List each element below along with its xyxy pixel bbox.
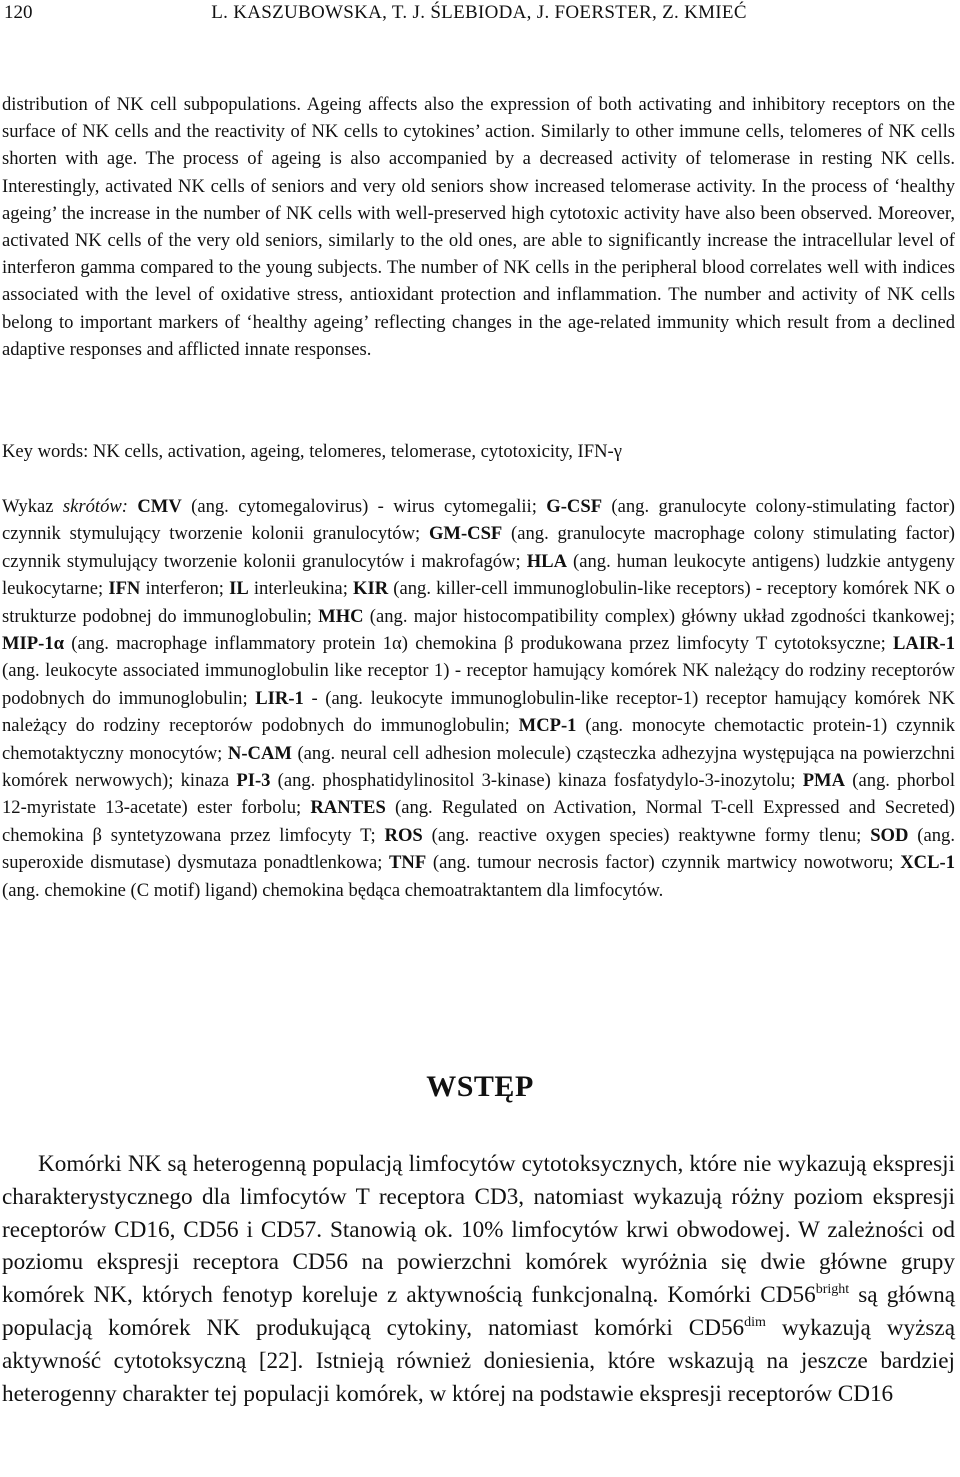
intro-text: Komórki NK są heterogenną populacją limfocytów cytotoksycznych, które nie wykazują ekspresji charakterystycznego dla limfocytów T receptora CD3, natomiast wykazują różny poziom ekspresji receptorów CD16, CD56 i CD57. Stanowią ok. 10% limfocytów krwi obwodowej. W zależności od poziomu ekspresji receptora CD56 na powierzchni komórek wyróżnia się dwie główne grupy komórek NK, których fenotyp koreluje z aktywnością funkcjonalną. Komórki CD56 [2, 1151, 955, 1309]
intro-text: wykazują wyższą aktywność cytotoksyczną [22]. Istnieją również doniesienia, które wskazują na jeszcze bardziej heterogenny charakter tej populacji komórek, w której na podstawie ekspresji receptorów CD16 [2, 1314, 955, 1407]
abbr-term: IFN [108, 578, 141, 600]
abbr-term: XCL-1 [900, 852, 955, 874]
abbr-desc: (ang. killer-cell immunoglobulin-like receptors) - receptory komórek NK o strukturze podobnej do immunoglobulin; [2, 578, 955, 627]
abbr-desc: (ang. macrophage inflammatory protein 1α) chemokina β produkowana przez limfocyty T cytotoksyczne; [64, 633, 894, 655]
abstract-paragraph: distribution of NK cell subpopulations. Ageing affects also the expression of both activating and inhibitory receptors on the surface of NK cells and the reactivity of NK cells to cytokines’ action. Similarly to other immune cells, telomeres of NK cells shorten with age. The process of ageing is also accompanied by a decreased activity of telomerase in resting NK cells. Interestingly, activated NK cells of seniors and very old seniors show increased telomerase activity. In the process of ‘healthy ageing’ the increase in the number of NK cells with well-preserved high cytotoxic activity have also been observed. Moreover, activated NK cells of the very old seniors, similarly to the old ones, are able to significantly increase the intracellular level of interferon gamma compared to the young subjects. The number of NK cells in the peripheral blood correlates well with indices associated with the level of oxidative stress, antioxidant protection and inflammation. The number and activity of NK cells belong to important markers of ‘healthy ageing’ reflecting changes in the age-related immunity which result from a declined adaptive responses and afflicted innate responses. [2, 94, 955, 360]
abbr-term: RANTES [310, 797, 386, 819]
abbr-desc: (ang. granulocyte colony-stimulating factor) czynnik stymulujący tworzenie kolonii granulocytów; [2, 496, 955, 545]
abbr-desc: (ang. cytomegalovirus) - wirus cytomegalii; [181, 496, 547, 517]
abbr-term: LAIR-1 [893, 633, 955, 655]
abbr-term: TNF [389, 852, 427, 874]
abbr-desc: (ang. major histocompatibility complex) główny układ zgodności tkankowej; [363, 605, 955, 627]
abbr-desc: (ang. monocyte chemotactic protein-1) czynnik chemotaktyczny monocytów; [2, 715, 955, 764]
abbreviations-lead: Wykaz [2, 496, 63, 517]
section-heading: WSTĘP [426, 1070, 534, 1103]
abbr-term: HLA [526, 550, 567, 572]
abbr-term: MCP-1 [518, 715, 577, 737]
abbr-term: G-CSF [546, 496, 603, 517]
abbr-term: MIP-1α [2, 633, 65, 655]
abbr-desc: interferon; [140, 578, 230, 600]
abbr-desc: (ang. reactive oxygen species) reaktywne formy tlenu; [422, 824, 871, 846]
abbr-desc: (ang. phosphatidylinositol 3-kinase) kinaza fosfatydylo-3-inozytolu; [270, 770, 803, 792]
abbr-desc: (ang. human leukocyte antigens) ludzkie antygeny leukocytarne; [2, 550, 955, 600]
abbr-desc: (ang. granulocyte macrophage colony stimulating factor) czynnik stymulujący tworzenie kolonii granulocytów i makrofagów; [2, 523, 955, 572]
abbr-term: CMV [137, 496, 182, 517]
abbr-term: PMA [802, 770, 846, 792]
abbr-term: N-CAM [227, 742, 292, 764]
running-title: L. KASZUBOWSKA, T. J. ŚLEBIODA, J. FOERSTER, Z. KMIEĆ [211, 2, 747, 23]
abbreviations-lead-italic: skrótów: [62, 496, 128, 517]
abbr-desc: (ang. superoxide dismutase) dysmutaza ponadtlenkowa; [2, 824, 955, 874]
abbr-term: PI-3 [236, 770, 271, 792]
abbr-desc: (ang. tumour necrosis factor) czynnik martwicy nowotworu; [426, 852, 901, 874]
running-header [4, 2, 954, 28]
abbr-desc: - (ang. leukocyte immunoglobulin-like receptor-1) receptor hamujący komórek NK należący do rodziny receptorów podobnych do immunoglobulin; [2, 687, 955, 737]
abbr-term: LIR-1 [255, 687, 304, 709]
abbr-term: SOD [870, 824, 909, 846]
abbr-desc: (ang. phorbol 12-myristate 13-acetate) ester forbolu; [2, 770, 955, 819]
abbr-term: ROS [384, 824, 423, 846]
abbr-desc: interleukina; [248, 578, 353, 600]
abbr-term: KIR [353, 578, 389, 600]
abbr-term: IL [229, 578, 249, 600]
keywords-line: Key words: NK cells, activation, ageing, telomeres, telomerase, cytotoxicity, IFN-γ [2, 441, 622, 462]
abbr-desc: (ang. chemokine (C motif) ligand) chemokina będąca chemoatraktantem dla limfocytów. [2, 879, 664, 901]
abbr-term: GM-CSF [428, 523, 503, 545]
intro-text: są główną populacją komórek NK produkującą cytokiny, natomiast komórki CD56 [2, 1282, 955, 1341]
abbr-desc: (ang. Regulated on Activation, Normal T-cell Expressed and Secreted) chemokina β syntetyzowana przez limfocyty T; [2, 797, 955, 846]
page-number: 120 [4, 2, 33, 23]
abbr-term: MHC [318, 605, 364, 627]
abbreviations-list [2, 493, 955, 904]
intro-paragraph [2, 1148, 955, 1410]
abbr-desc: (ang. leukocyte associated immunoglobulin like receptor 1) - receptor hamujący komórek NK należący do rodziny receptorów podobnych do immunoglobulin; [2, 660, 955, 709]
abbr-desc: (ang. neural cell adhesion molecule) cząsteczka adhezyjna występująca na powierzchni komórek nerwowych); kinaza [2, 742, 955, 792]
superscript-dim: dim [744, 1314, 766, 1330]
superscript-bright: bright [815, 1282, 850, 1298]
